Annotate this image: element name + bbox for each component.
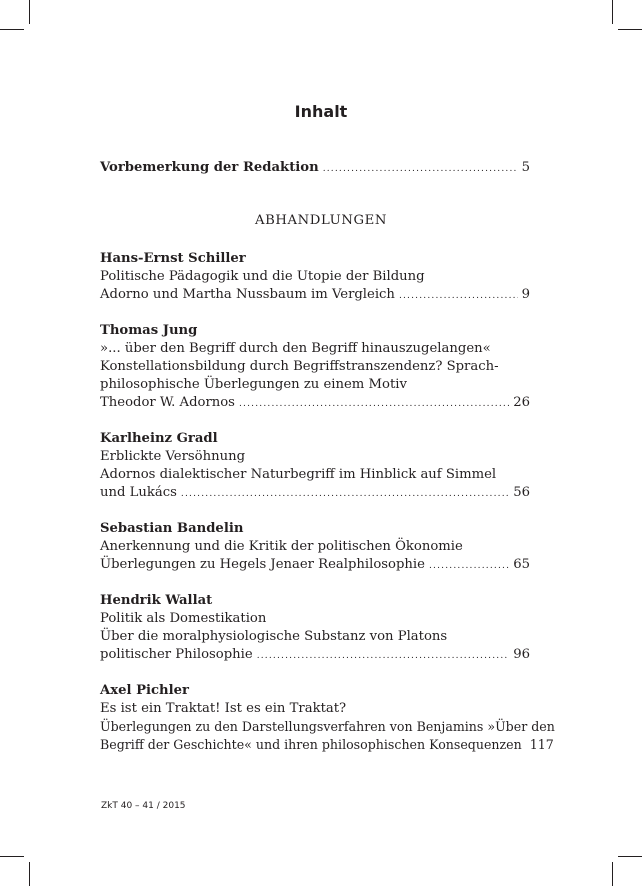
leader-dots bbox=[181, 484, 509, 503]
entry-last-text: Adorno und Martha Nussbaum im Vergleich bbox=[100, 287, 395, 302]
entry-page-number: 26 bbox=[513, 395, 530, 410]
entry-last-line bbox=[100, 394, 530, 413]
entry-page-number: 9 bbox=[521, 287, 530, 302]
entry-title-line: philosophische Überlegungen zu einem Motiv bbox=[100, 377, 407, 392]
entry-author: Axel Pichler bbox=[100, 683, 189, 698]
entry-last-text: Theodor W. Adornos bbox=[100, 395, 235, 410]
entry-author: Hendrik Wallat bbox=[100, 593, 213, 608]
crop-mark-bottom-right-vertical bbox=[612, 862, 613, 886]
crop-mark-bottom-left-vertical bbox=[29, 862, 30, 886]
leader-dots bbox=[429, 556, 509, 575]
entry-title-line: Erblickte Versöhnung bbox=[100, 449, 246, 464]
entry-last-text: und Lukács bbox=[100, 485, 177, 500]
entry-last-text: politischer Philosophie bbox=[100, 647, 253, 662]
entry-title-line: Konstellationsbildung durch Begriffstranszendenz? Sprach- bbox=[100, 359, 499, 374]
entry-title-line: »... über den Begriff durch den Begriff hinauszugelangen« bbox=[100, 341, 491, 356]
entry-title-line: Es ist ein Traktat! Ist es ein Traktat? bbox=[100, 701, 347, 716]
entry-title-line: Adornos dialektischer Naturbegriff im Hinblick auf Simmel bbox=[100, 467, 497, 482]
entry-page-number: 56 bbox=[513, 485, 530, 500]
leader-dots bbox=[257, 646, 510, 665]
entry-page-number: 65 bbox=[513, 557, 530, 572]
entry-last-line bbox=[100, 646, 530, 665]
entry-last-line bbox=[100, 556, 530, 575]
crop-mark-bottom-left-horizontal bbox=[0, 856, 24, 857]
toc-entry-preface bbox=[100, 159, 530, 178]
crop-mark-top-left-vertical bbox=[29, 0, 30, 24]
entry-last-line bbox=[100, 736, 554, 756]
entry-page-number: 117 bbox=[529, 737, 554, 752]
crop-mark-top-left-horizontal bbox=[0, 29, 24, 30]
leader-dots bbox=[399, 286, 518, 305]
entry-last-text: Überlegungen zu Hegels Jenaer Realphilosophie bbox=[100, 557, 425, 572]
journal-footer: ZkT 40 – 41 / 2015 bbox=[101, 801, 186, 811]
entry-page-number: 96 bbox=[513, 647, 530, 662]
preface-title: Vorbemerkung der Redaktion bbox=[100, 160, 319, 175]
section-heading: ABHANDLUNGEN bbox=[255, 213, 387, 228]
entry-title-line: Politik als Domestikation bbox=[100, 611, 267, 626]
entry-last-line bbox=[100, 286, 530, 305]
entry-title-line: Politische Pädagogik und die Utopie der Bildung bbox=[100, 269, 425, 284]
leader-dots bbox=[239, 394, 509, 413]
entry-last-line bbox=[100, 484, 530, 503]
crop-mark-top-right-vertical bbox=[612, 0, 613, 24]
crop-mark-top-right-horizontal bbox=[618, 29, 642, 30]
entry-title-line: Über die moralphysiologische Substanz von Platons bbox=[100, 629, 448, 644]
entry-author: Hans-Ernst Schiller bbox=[100, 251, 246, 266]
entry-author: Thomas Jung bbox=[100, 323, 198, 338]
entry-author: Karlheinz Gradl bbox=[100, 431, 218, 446]
entry-last-text: Begriff der Geschichte« und ihren philosophischen Konsequenzen bbox=[100, 737, 522, 752]
crop-mark-bottom-right-horizontal bbox=[618, 856, 642, 857]
preface-page-number: 5 bbox=[521, 160, 530, 175]
entry-title-line: Anerkennung und die Kritik der politischen Ökonomie bbox=[100, 539, 463, 554]
leader-dots bbox=[323, 159, 518, 178]
entry-author: Sebastian Bandelin bbox=[100, 521, 244, 536]
entry-title-line: Überlegungen zu den Darstellungsverfahren von Benjamins »Über den bbox=[100, 719, 555, 734]
page-title: Inhalt bbox=[294, 102, 348, 121]
